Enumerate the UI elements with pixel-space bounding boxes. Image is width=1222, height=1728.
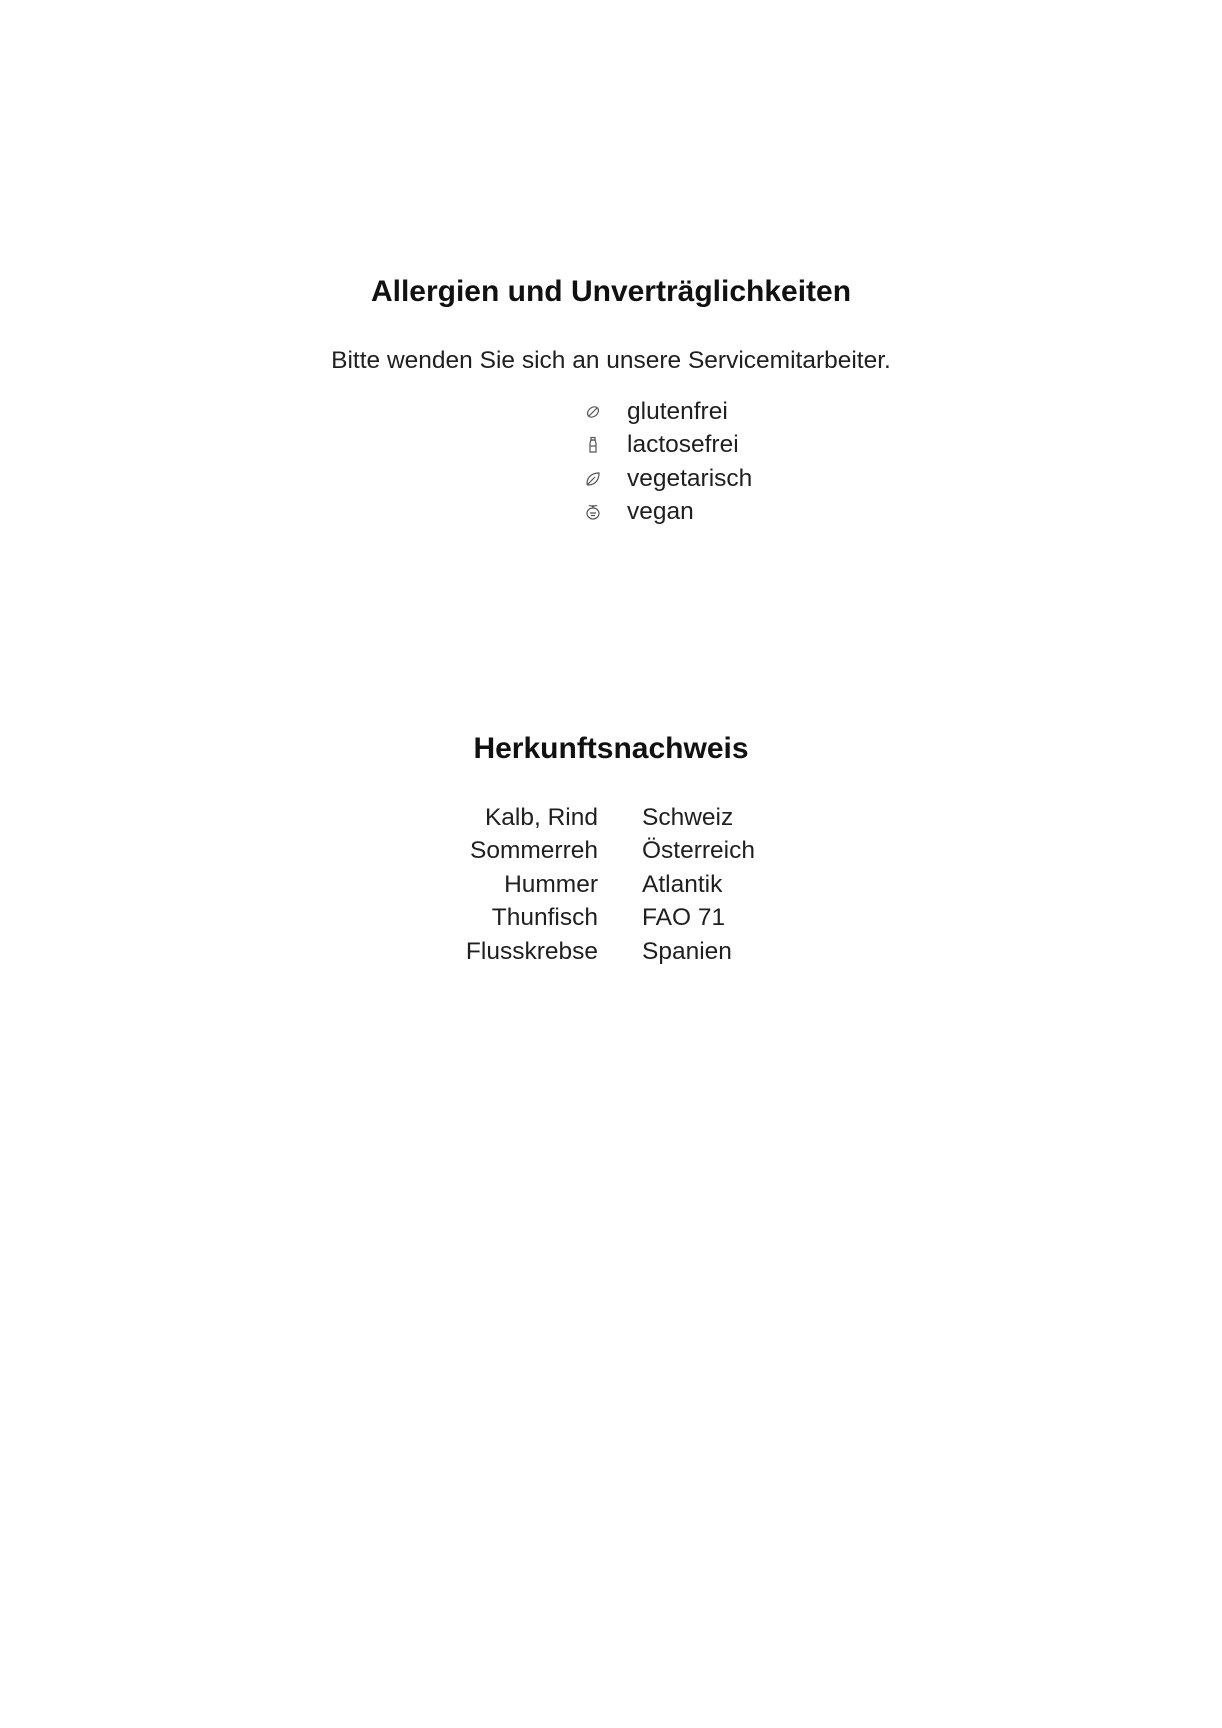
table-row (420, 801, 755, 835)
legend-item-vegetarisch (582, 462, 752, 496)
wheat-icon (582, 401, 604, 423)
origin-item: Thunfisch (491, 904, 598, 932)
origin-country: Spanien (642, 937, 732, 965)
diet-legend (582, 395, 752, 529)
table-row (420, 902, 755, 936)
table-row (420, 868, 755, 902)
origin-country: FAO 71 (642, 904, 726, 932)
table-row (420, 935, 755, 969)
vegetable-icon (582, 501, 604, 523)
allergies-intro: Bitte wenden Sie sich an unsere Servicemitarbeiter. (331, 347, 891, 374)
table-row (420, 835, 755, 869)
milk-bottle-icon (582, 434, 604, 456)
legend-item-glutenfrei (582, 395, 752, 429)
allergies-title: Allergien und Unverträglichkeiten (370, 275, 852, 308)
legend-label: vegetarisch (627, 464, 753, 492)
origin-country: Schweiz (642, 803, 734, 831)
origin-item: Hummer (504, 870, 598, 898)
origin-title: Herkunftsnachweis (473, 732, 749, 765)
legend-label: vegan (627, 498, 694, 526)
legend-item-vegan (582, 496, 752, 530)
legend-item-lactosefrei (582, 429, 752, 463)
legend-label: lactosefrei (627, 431, 739, 459)
origin-country: Österreich (642, 837, 756, 865)
origin-table (420, 801, 755, 969)
origin-item: Kalb, Rind (484, 803, 598, 831)
origin-item: Sommerreh (470, 837, 598, 865)
leaf-icon (582, 468, 604, 490)
origin-country: Atlantik (642, 870, 723, 898)
origin-item: Flusskrebse (465, 937, 598, 965)
legend-label: glutenfrei (627, 397, 728, 425)
